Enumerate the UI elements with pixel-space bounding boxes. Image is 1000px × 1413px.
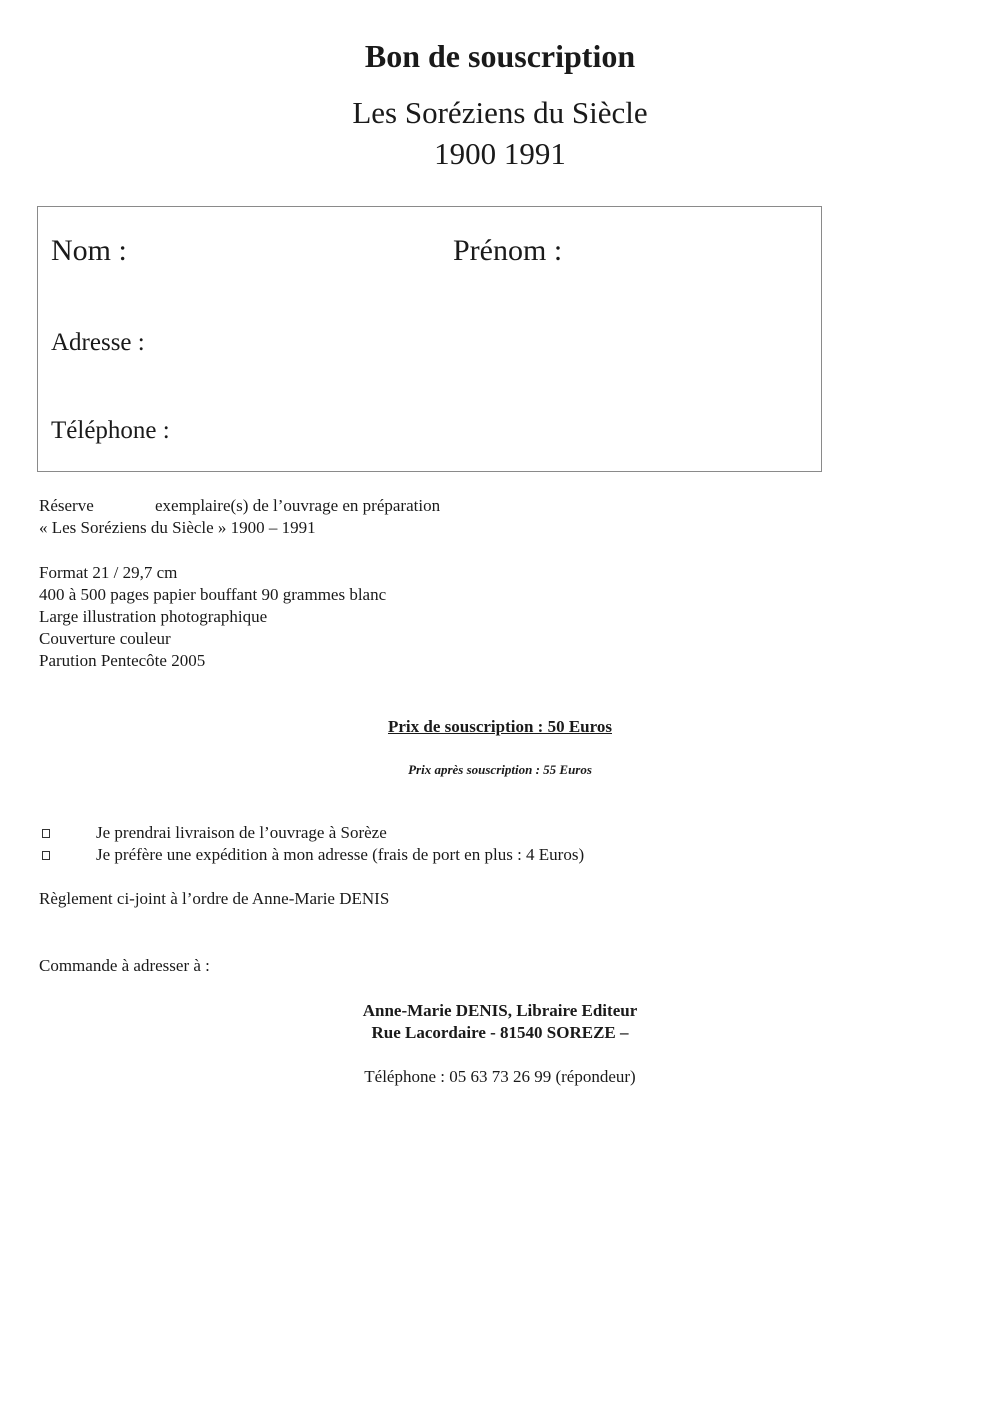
spec-line: Format 21 / 29,7 cm (39, 563, 178, 582)
publisher-name: Anne-Marie DENIS, Libraire Editeur (362, 1001, 638, 1020)
ouvrage-title-line: « Les Soréziens du Siècle » 1900 – 1991 (39, 518, 316, 537)
telephone-label: Téléphone : (51, 417, 170, 444)
shipping-option-label: Je préfère une expédition à mon adresse (frais de port en plus : 4 Euros) (96, 845, 585, 864)
spec-line: Couverture couleur (39, 629, 171, 648)
payment-note: Règlement ci-joint à l’ordre de Anne-Marie DENIS (39, 889, 390, 908)
order-address-label: Commande à adresser à : (39, 956, 210, 975)
book-title: Les Soréziens du Siècle (352, 95, 648, 130)
spec-line: Parution Pentecôte 2005 (39, 651, 206, 670)
publisher-phone: Téléphone : 05 63 73 26 99 (répondeur) (364, 1067, 636, 1086)
subscription-price: Prix de souscription : 50 Euros (387, 717, 612, 736)
reserve-label: Réserve (39, 496, 94, 515)
adresse-label: Adresse : (51, 329, 145, 356)
pickup-checkbox[interactable] (42, 829, 50, 838)
spec-line: 400 à 500 pages papier bouffant 90 grammes blanc (39, 585, 387, 604)
prenom-label: Prénom : (453, 234, 563, 267)
nom-label: Nom : (51, 234, 127, 267)
spec-line: Large illustration photographique (39, 607, 268, 626)
document-title: Bon de souscription (364, 38, 636, 74)
exemplaires-text: exemplaire(s) de l’ouvrage en préparation (155, 496, 441, 515)
pickup-option-label: Je prendrai livraison de l’ouvrage à Sorèze (96, 823, 387, 842)
shipping-checkbox[interactable] (42, 851, 50, 860)
publisher-street: Rue Lacordaire - 81540 SOREZE – (371, 1023, 629, 1042)
book-years: 1900 1991 (434, 136, 566, 171)
post-subscription-price: Prix après souscription : 55 Euros (408, 762, 592, 777)
